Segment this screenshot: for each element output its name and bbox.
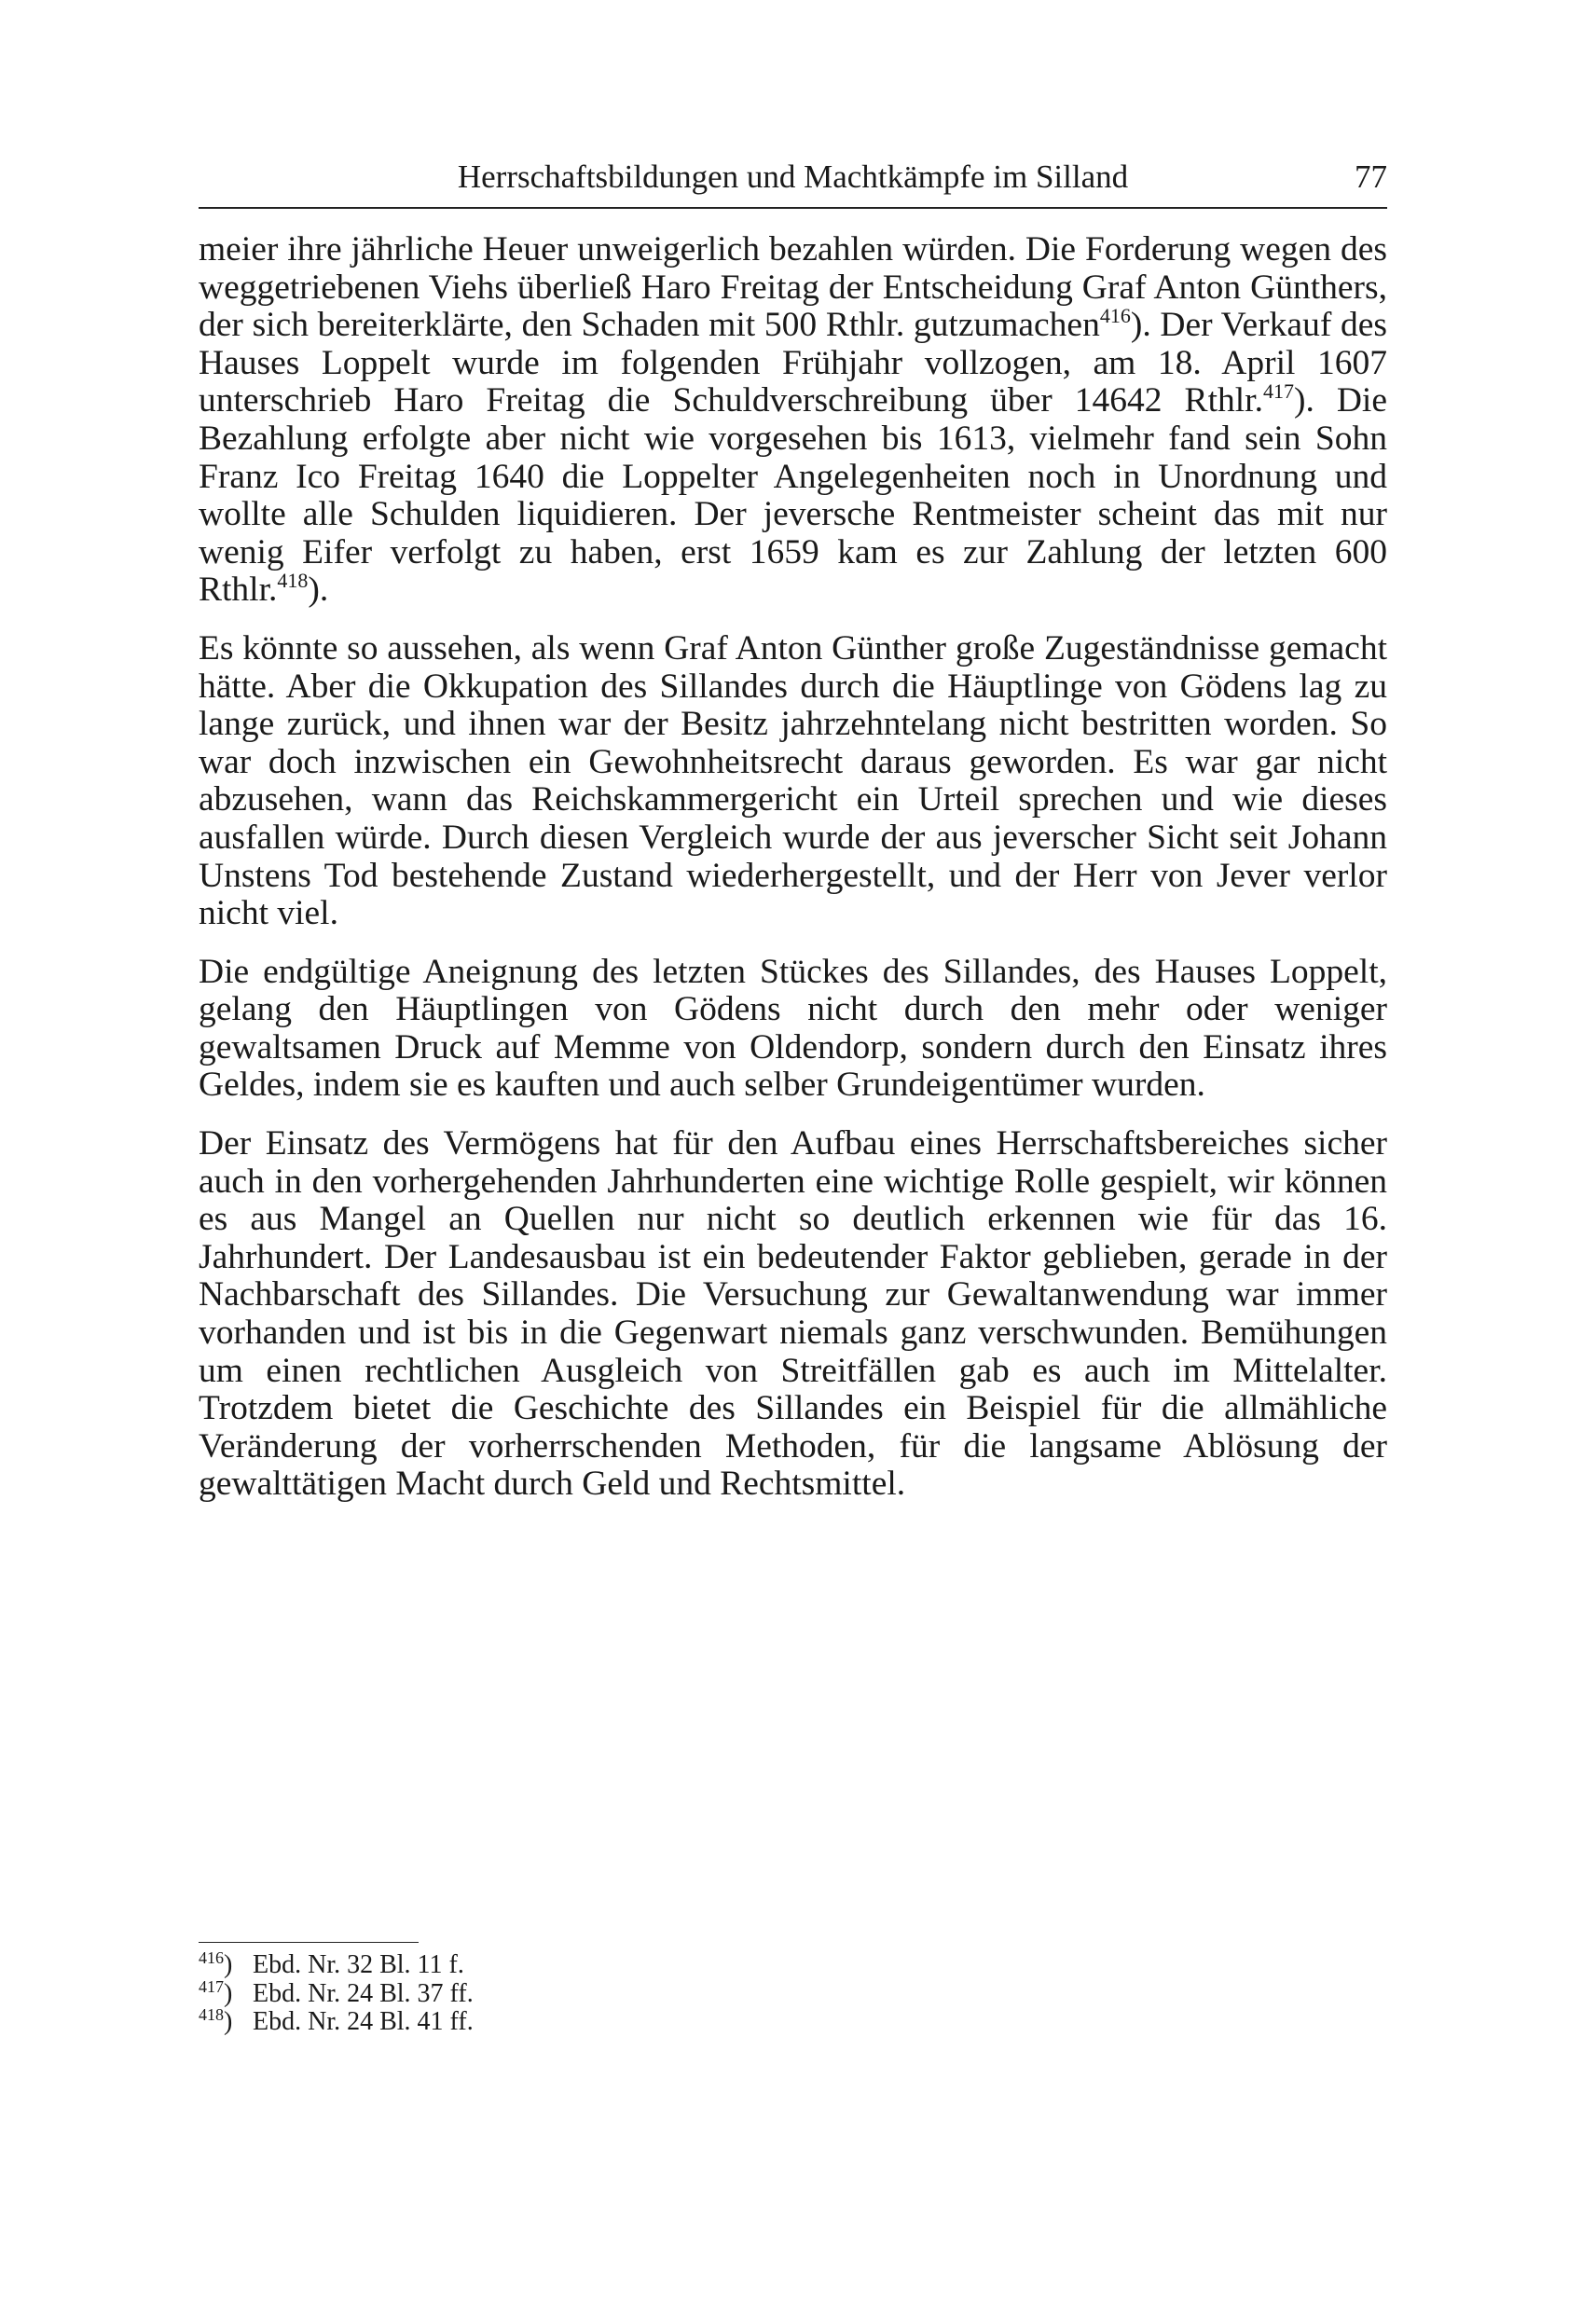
paragraph-text: ). Der Verkauf des Hauses Loppelt wurde im folgenden Frühjahr vollzogen, am 18. April 1607 unterschrieb Haro Freitag die Schuldverschreibung über 14642 Rthlr. <box>199 306 1387 420</box>
footnote-marker <box>199 1976 253 2009</box>
footnote-marker <box>199 1948 253 1980</box>
paragraph-text: meier ihre jährliche Heuer unweigerlich bezahlen würden. Die Forderung wegen des weggetriebenen Viehs überließ Haro Freitag der Entscheidung Graf Anton Günthers, der sich bereiterklärte, den Schaden mit 500 Rthlr. gutzumachen <box>199 230 1387 345</box>
footnote-rule <box>199 1942 419 1943</box>
footnote-paren: ) <box>224 1978 233 2008</box>
footnote <box>199 1976 944 2009</box>
footnote-number: 416 <box>199 1948 224 1967</box>
paragraph-text: Es könnte so aussehen, als wenn Graf Anton Günther große Zugeständnisse gemacht hätte. Aber die Okkupation des Sillandes durch die Häuptlinge von Gödens lag zu lange zurück, und ihnen war der Besitz jahrzehntelang nicht bestritten worden. So war doch inzwischen ein Gewohnheitsrecht daraus geworden. Es war gar nicht abzusehen, wann das Reichskammergericht ein Urteil sprechen und wie dieses ausfallen würde. Durch diesen Vergleich wurde der aus jeverscher Sicht seit Johann Unstens Tod bestehende Zustand wiederhergestellt, und der Herr von Jever verlor nicht viel. <box>199 628 1387 933</box>
running-title: Herrschaftsbildungen und Machtkämpfe im Silland <box>457 158 1129 195</box>
body-paragraph <box>199 954 1387 1105</box>
footnote-reference: 416 <box>1099 304 1131 328</box>
running-head <box>199 151 1387 203</box>
header-rule <box>199 207 1387 209</box>
footnote-reference: 418 <box>277 569 309 593</box>
footnote-paren: ) <box>224 1950 233 1979</box>
footnote <box>199 2005 944 2037</box>
paragraph-text: ). Die Bezahlung erfolgte aber nicht wie vorgesehen bis 1613, vielmehr fand sein Sohn Franz Ico Freitag 1640 die Loppelter Angelegenheiten noch in Unordnung und wollte alle Schulden liquidieren. Der jeversche Rentmeister scheint das mit nur wenig Eifer verfolgt zu haben, erst 1659 kam es zur Zahlung der letzten 600 Rthlr. <box>199 381 1387 610</box>
footnote <box>199 1948 944 1980</box>
paragraph-text: ). <box>308 571 329 610</box>
footnotes <box>199 1948 944 2037</box>
page-number: 77 <box>1355 158 1387 195</box>
body-text <box>199 231 1387 1524</box>
footnote-text: Ebd. Nr. 32 Bl. 11 f. <box>253 1950 464 1979</box>
footnote-marker <box>199 2005 253 2037</box>
paragraph-text: Die endgültige Aneignung des letzten Stückes des Sillandes, des Hauses Loppelt, gelang den Häuptlingen von Gödens nicht durch den mehr oder weniger gewaltsamen Druck auf Memme von Oldendorp, sondern durch den Einsatz ihres Geldes, indem sie es kauften und auch selber Grundeigentümer wurden. <box>199 952 1387 1105</box>
body-paragraph <box>199 630 1387 933</box>
footnote-text: Ebd. Nr. 24 Bl. 41 ff. <box>253 2007 474 2036</box>
body-paragraph <box>199 231 1387 610</box>
footnote-number: 418 <box>199 2005 224 2024</box>
footnote-text: Ebd. Nr. 24 Bl. 37 ff. <box>253 1978 474 2008</box>
footnote-number: 417 <box>199 1976 224 1996</box>
footnote-reference: 417 <box>1262 379 1294 404</box>
body-paragraph <box>199 1125 1387 1504</box>
footnote-paren: ) <box>224 2007 233 2036</box>
paragraph-text: Der Einsatz des Vermögens hat für den Aufbau eines Herrschaftsbereiches sicher auch in den vorhergehenden Jahrhunderten eine wichtige Rolle gespielt, wir können es aus Mangel an Quellen nur nicht so deutlich erkennen wie für das 16. Jahrhundert. Der Landesausbau ist ein bedeutender Faktor geblieben, gerade in der Nachbarschaft des Sillandes. Die Versuchung zur Gewaltanwendung war immer vorhanden und ist bis in die Gegenwart niemals ganz verschwunden. Bemühungen um einen rechtlichen Ausgleich von Streitfällen gab es auch im Mittelalter. Trotzdem bietet die Geschichte des Sillandes ein Beispiel für die allmähliche Veränderung der vorherrschenden Methoden, für die langsame Ablösung der gewalttätigen Macht durch Geld und Rechtsmittel. <box>199 1124 1387 1504</box>
